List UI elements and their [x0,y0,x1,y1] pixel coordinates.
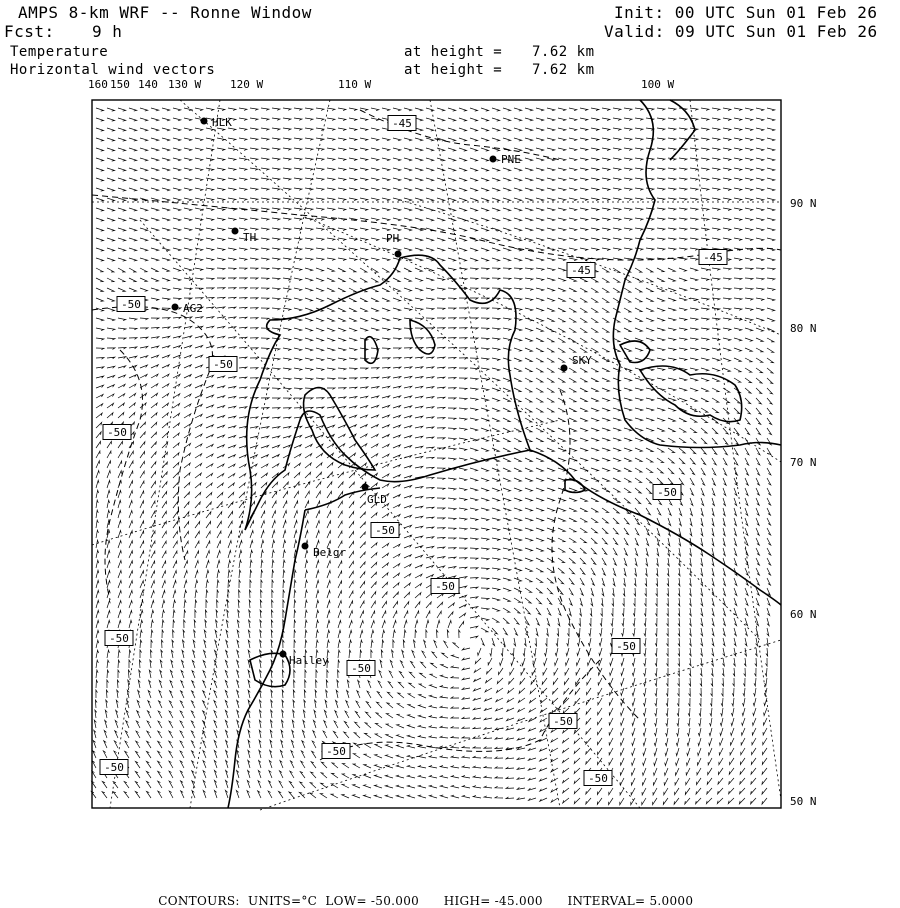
lat-label-50n: 50 N [790,795,817,808]
contour-label-value: -50 [104,761,124,774]
station-label-ph: PH [386,232,400,245]
contour-label-value: -50 [326,745,346,758]
station-marker-sky [561,365,568,372]
contour-label-value: -50 [375,524,395,537]
contour-label-value: -50 [435,580,455,593]
contour-label-value: -50 [657,486,677,499]
lon-label-100w: 100 W [641,78,675,91]
station-marker-ph [395,251,402,258]
contour-label-value: -50 [588,772,608,785]
station-label-ag2: AG2 [183,302,203,315]
contour-label-value: -45 [571,264,591,277]
field-wind: Horizontal wind vectors [10,62,216,78]
lat-label-60n: 60 N [790,608,817,621]
contour-footer [150,880,693,908]
contour-label-value: -50 [121,298,141,311]
stations [172,116,593,667]
forecast-value: 9 h [92,22,123,41]
contour-label-value: -50 [351,662,371,675]
wind-vectors [91,108,775,805]
height-value-2: 7.62 km [532,62,595,78]
contour-label-value: -50 [213,358,233,371]
forecast-label: Fcst: [4,22,55,41]
lon-label-120w: 120 W [230,78,264,91]
station-label-belgr: Belgr [313,546,347,559]
station-marker-th [232,228,239,235]
chart-title: AMPS 8-km WRF -- Ronne Window [18,3,312,22]
station-marker-halley [280,651,287,658]
lon-label-140: 140 [138,78,158,91]
station-marker-pne [490,156,497,163]
footer-units: UNITS=°C [247,894,318,908]
wind-vector-field [91,108,775,805]
lon-label-150: 150 [110,78,130,91]
station-label-hlk: HLK [212,116,232,129]
contour-label-value: -45 [703,251,723,264]
footer-interval: INTERVAL= 5.0000 [567,894,694,908]
footer-contours-label: CONTOURS: [158,894,240,908]
lat-label-70n: 70 N [790,456,817,469]
footer-high: HIGH= -45.000 [443,894,543,908]
temperature-contours [92,110,781,760]
station-label-gld: GLD [367,493,387,506]
height-value-1: 7.62 km [532,44,595,60]
lon-label-110w: 110 W [338,78,372,91]
station-label-sky: SKY [572,354,592,367]
station-marker-ag2 [172,304,179,311]
station-label-pne: PNE [501,153,521,166]
height-label-1: at height = [404,44,503,60]
contour-label-value: -45 [392,117,412,130]
station-marker-hlk [201,118,208,125]
station-marker-gld [362,484,369,491]
contour-label-value: -50 [553,715,573,728]
field-temperature: Temperature [10,44,109,60]
station-label-th: TH [243,231,257,244]
contour-label-value: -50 [107,426,127,439]
lat-label-80n: 80 N [790,322,817,335]
lon-label-130w: 130 W [168,78,202,91]
map-frame [92,100,781,808]
valid-time: Valid: 09 UTC Sun 01 Feb 26 [604,22,878,41]
station-marker-belgr [302,543,309,550]
height-label-2: at height = [404,62,503,78]
init-time: Init: 00 UTC Sun 01 Feb 26 [614,3,878,22]
contour-label-value: -50 [616,640,636,653]
footer-low: LOW= -50.000 [325,894,420,908]
station-label-halley: Halley [289,654,329,667]
lat-label-90n: 90 N [790,197,817,210]
contour-label-value: -50 [109,632,129,645]
lon-label-160: 160 [88,78,108,91]
